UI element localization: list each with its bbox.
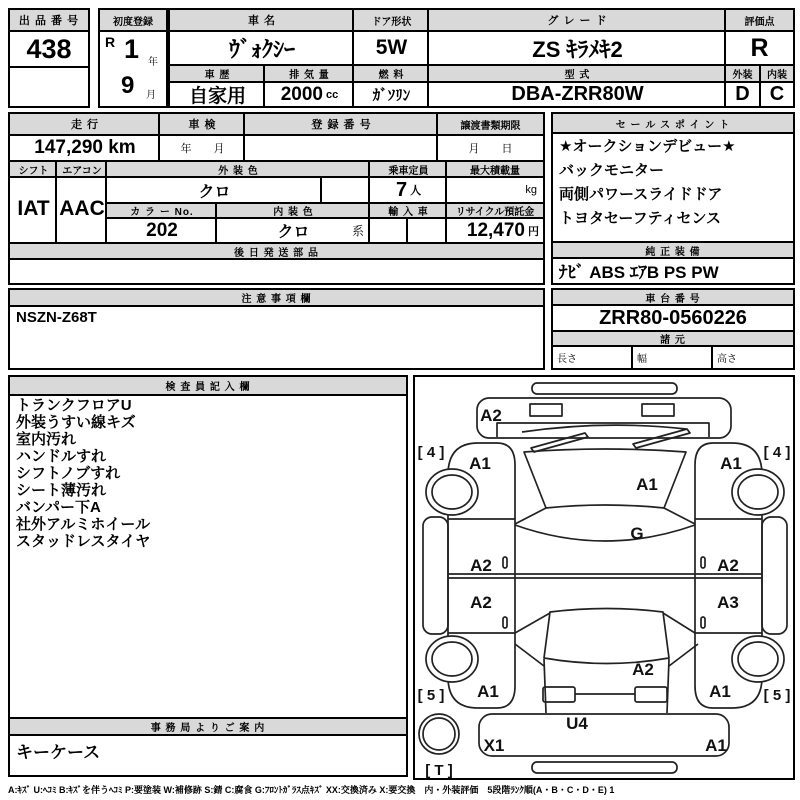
mileage-value: 147,290 km	[34, 137, 136, 158]
int-color-value	[217, 219, 370, 242]
tailgate-mark: U4	[566, 714, 588, 733]
grade-value: ZS ｷﾗﾒｷ2	[532, 36, 623, 62]
rear-fender-right-mark: A1	[709, 682, 731, 701]
rear-fender-left-mark: A1	[477, 682, 499, 701]
divider	[553, 132, 793, 134]
shaken-value: 年 月	[180, 143, 225, 155]
a-pillar-left	[515, 508, 546, 524]
front-door-right-mark: A2	[717, 556, 739, 575]
sales-point-box	[551, 112, 795, 285]
first-reg-month: 9	[121, 72, 135, 99]
equipment-label: 純 正 装 備	[553, 243, 793, 257]
front-fender-left-mark: A1	[469, 454, 491, 473]
auction-no-value: 438	[26, 33, 72, 64]
rear-window-shape	[544, 609, 669, 664]
interior-score: C	[769, 83, 785, 105]
capacity-label: 乗車定員	[370, 162, 447, 176]
inspector-item: トランクフロアU	[16, 397, 132, 414]
a-pillar-right	[664, 508, 695, 524]
inspector-item: スタッドレスタイヤ	[16, 533, 151, 550]
side-molding-left	[423, 517, 448, 634]
inspector-item: シフトノブすれ	[16, 465, 121, 482]
divider	[10, 394, 406, 396]
hood-shape	[524, 449, 686, 508]
int-color-label: 内 装 色	[217, 204, 370, 217]
rear-tread-left-mark: [ 5 ]	[417, 687, 445, 704]
capacity-number: 7	[395, 178, 408, 201]
tailgate-side-right	[667, 659, 669, 713]
interior-label: 内装	[761, 66, 793, 81]
max-load-value: kg	[525, 184, 537, 196]
car-name-label: 車 名	[170, 10, 354, 30]
later-parts-value	[10, 260, 543, 283]
shift-label: シフト	[10, 162, 57, 176]
transfer-value: 月 日	[468, 143, 513, 155]
notes-label: 注 意 事 項 欄	[10, 290, 543, 305]
grid-line	[445, 162, 447, 242]
grid-line	[427, 10, 429, 106]
equipment-value: ﾅﾋﾞ ABS ｴｱB PS PW	[559, 262, 719, 281]
grid-line	[724, 10, 726, 106]
auction-no-label: 出 品 番 号	[10, 10, 88, 30]
grid-line	[215, 202, 217, 242]
ext-color-label: 外 装 色	[107, 162, 370, 176]
front-edge-bar	[532, 383, 677, 394]
vehicle-top-box	[168, 8, 795, 108]
front-door-left-mark: A2	[470, 556, 492, 575]
reg-no-label: 登 録 番 号	[245, 114, 438, 134]
front-bumper-shape	[477, 398, 731, 438]
grid-line	[158, 114, 160, 160]
slide-door-left-mark: A2	[470, 593, 492, 612]
door-panel-right	[695, 519, 762, 633]
score-value: R	[750, 33, 769, 62]
fuel-label: 燃 料	[354, 66, 429, 81]
int-color-name: クロ	[277, 224, 310, 241]
grid-line	[759, 66, 761, 106]
sales-point-item: ★オークションデビュー★	[559, 138, 736, 155]
recycle-unit: 円	[528, 225, 539, 238]
sales-point-item: バックモニター	[559, 162, 665, 179]
fuel-value: ｶﾞｿﾘﾝ	[372, 87, 411, 104]
recycle-number: 12,470	[466, 219, 525, 241]
color-no-value: 202	[146, 219, 178, 241]
rear-tread-right-mark: [ 5 ]	[763, 687, 791, 704]
first-reg-era: R	[105, 34, 116, 50]
grid-line	[352, 10, 354, 106]
grid-line	[436, 114, 438, 160]
rear-bumper-left-mark: X1	[483, 736, 505, 755]
tailgate-garnish-right	[635, 687, 667, 702]
info-grid-box	[8, 112, 545, 285]
front-fender-right-mark: A1	[720, 454, 742, 473]
tailgate-side-left	[544, 659, 546, 713]
front-wheel-left	[426, 469, 478, 515]
spare-tire-mark: [ T ]	[425, 762, 453, 778]
c-pillar-left	[515, 613, 550, 633]
import-value	[370, 219, 408, 242]
rear-bumper-shape	[479, 714, 729, 756]
sales-point-list	[559, 135, 736, 231]
grid-line	[631, 345, 633, 368]
door-label: ドア形状	[354, 10, 429, 30]
model-code-label: 型 式	[429, 66, 726, 81]
rear-wheel-right	[732, 636, 784, 682]
inspector-item: 室内汚れ	[16, 431, 77, 448]
spec-height-label: 高さ	[717, 354, 737, 365]
notes-value: NSZN-Z68T	[16, 309, 97, 326]
spare-tire-shape	[419, 714, 459, 754]
aircon-label: エアコン	[57, 162, 107, 176]
displacement-unit: cc	[326, 88, 339, 101]
windshield-mark: G	[630, 524, 644, 543]
rear-quarter-right	[669, 644, 698, 666]
inspector-list	[16, 397, 150, 550]
door-knob-left-rear	[503, 617, 507, 628]
auction-no-box	[8, 8, 90, 108]
inspector-item: シート薄汚れ	[16, 482, 107, 499]
rear-wheel-left	[426, 636, 478, 682]
door-value: 5W	[375, 36, 408, 59]
grid-line	[368, 162, 370, 242]
grid-line	[406, 217, 408, 242]
import-label: 輸 入 車	[370, 204, 447, 217]
first-reg-label: 初度登録	[100, 10, 166, 30]
tailgate-garnish-left	[543, 687, 575, 702]
score-label: 評価点	[726, 10, 793, 30]
divider	[10, 66, 88, 68]
displacement-label: 排 気 量	[265, 66, 354, 81]
sales-point-item: 両側パワースライドドア	[559, 186, 723, 203]
divider	[10, 734, 406, 736]
front-wheel-right	[732, 469, 784, 515]
grid-line	[55, 162, 57, 242]
slide-door-right-mark: A3	[717, 593, 739, 612]
office-value: キーケース	[16, 743, 101, 762]
rear-quarter-left	[515, 644, 544, 666]
door-knob-right-front	[701, 557, 705, 568]
grid-line	[263, 66, 265, 106]
recycle-label: リサイクル預託金	[447, 204, 543, 217]
damage-code-legend: A:ｷｽﾞ U:ﾍｺﾐ B:ｷｽﾞを伴うﾍｺﾐ P:要塗装 W:補修跡 S:錆 C:腐食 G:ﾌﾛﾝﾄｶﾞﾗｽ点ｷｽﾞ XX:交換済み X:要交換 内・外装評価 5段階ﾗﾝｸ順(A・B・C・D・E) 1	[8, 785, 615, 795]
sales-point-label: セ ー ル ス ポ イ ン ト	[553, 114, 793, 132]
sales-point-item: トヨタセーフティセンス	[559, 210, 722, 227]
first-reg-year-unit: 年	[148, 57, 158, 68]
exterior-score: D	[735, 83, 750, 105]
grid-line	[711, 345, 713, 368]
specs-label: 諸 元	[553, 332, 793, 345]
spec-width-label: 幅	[637, 354, 647, 365]
grade-label: グ レ ー ド	[429, 10, 726, 30]
history-value: 自家用	[188, 86, 246, 106]
grid-line	[105, 162, 107, 242]
shift-value: IAT	[17, 197, 50, 220]
model-code-value: DBA-ZRR80W	[511, 83, 644, 105]
first-reg-year: 1	[124, 34, 140, 64]
door-knob-left-front	[503, 557, 507, 568]
shaken-label: 車 検	[160, 114, 245, 134]
notes-box	[8, 288, 545, 370]
capacity-unit: 人	[410, 185, 422, 197]
windshield-bottom-curve	[515, 525, 695, 541]
front-tread-right-mark: [ 4 ]	[763, 444, 791, 461]
chassis-label: 車 台 番 号	[553, 290, 793, 304]
aircon-value: AAC	[59, 197, 105, 220]
ext-color-value: クロ	[198, 183, 231, 201]
office-label: 事 務 局 よ り ご 案 内	[10, 719, 406, 734]
displacement-value	[265, 83, 354, 106]
car-damage-diagram	[415, 377, 793, 778]
hood-mark: A1	[636, 475, 658, 494]
chassis-box	[551, 288, 795, 370]
displacement-number: 2000	[280, 83, 324, 105]
car-name-value: ｳﾞｫｸｼｰ	[228, 36, 295, 62]
door-knob-right-rear	[701, 617, 705, 628]
later-parts-label: 後 日 発 送 部 品	[10, 244, 543, 258]
grid-line	[320, 176, 322, 202]
inspector-item: ハンドルすれ	[16, 448, 107, 465]
front-tread-left-mark: [ 4 ]	[417, 444, 445, 461]
inspector-label: 検 査 員 記 入 欄	[10, 377, 406, 394]
divider	[10, 305, 543, 307]
inspector-item: 外装うすい線キズ	[16, 414, 136, 431]
color-no-label: カ ラ ー No.	[107, 204, 217, 217]
front-bumper-mark: A2	[480, 406, 502, 425]
spec-length-label: 長さ	[557, 354, 577, 365]
history-label: 車 歴	[170, 66, 265, 81]
rear-window-mark: A2	[632, 660, 654, 679]
inspector-item: 社外アルミホイール	[16, 516, 151, 533]
max-load-label: 最大積載量	[447, 162, 543, 176]
reg-no-value	[245, 136, 438, 160]
int-color-suffix: 系	[351, 224, 364, 238]
inspector-box	[8, 375, 408, 777]
damage-diagram-box	[413, 375, 795, 780]
first-reg-box	[98, 8, 168, 108]
door-panel-left	[448, 519, 515, 633]
divider	[100, 30, 166, 32]
mileage-label: 走 行	[10, 114, 160, 134]
grid-line	[243, 114, 245, 160]
transfer-label: 譲渡書類期限	[438, 114, 543, 134]
capacity-value	[370, 178, 447, 202]
first-reg-month-unit: 月	[146, 90, 156, 101]
inspector-item: バンパー下A	[16, 499, 101, 516]
c-pillar-right	[663, 613, 695, 633]
rear-bumper-right-mark: A1	[705, 736, 727, 755]
side-molding-right	[762, 517, 787, 634]
chassis-value: ZRR80-0560226	[599, 306, 747, 329]
recycle-value	[447, 219, 539, 242]
exterior-label: 外装	[726, 66, 759, 81]
rear-edge-bar	[532, 762, 677, 773]
